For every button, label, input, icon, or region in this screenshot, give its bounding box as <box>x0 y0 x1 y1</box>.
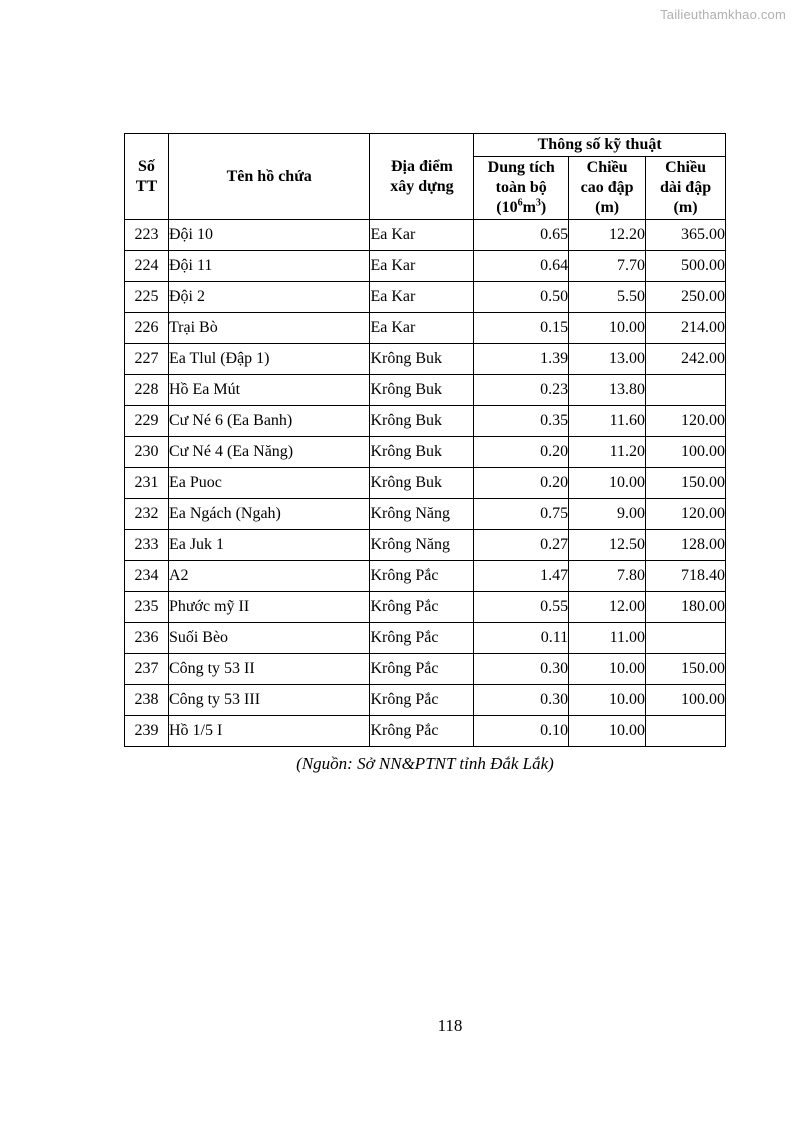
row-height: 7.80 <box>569 561 646 592</box>
page-number: 118 <box>437 1016 463 1035</box>
row-height: 12.50 <box>569 530 646 561</box>
row-length: 128.00 <box>646 530 726 561</box>
row-stt: 234 <box>125 561 169 592</box>
header-location-line2: xây dựng <box>390 177 454 195</box>
row-stt: 229 <box>125 406 169 437</box>
row-location: Ea Kar <box>370 282 474 313</box>
row-stt: 227 <box>125 344 169 375</box>
header-stt-line1: Số <box>138 157 155 175</box>
row-capacity: 0.55 <box>474 592 569 623</box>
row-capacity: 0.20 <box>474 468 569 499</box>
row-name: Ea Juk 1 <box>168 530 370 561</box>
row-stt: 239 <box>125 716 169 747</box>
header-length <box>646 157 726 220</box>
row-name: Công ty 53 II <box>168 654 370 685</box>
table-row <box>125 437 726 468</box>
reservoir-table <box>124 133 726 747</box>
row-height: 13.80 <box>569 375 646 406</box>
row-height: 13.00 <box>569 344 646 375</box>
row-length: 100.00 <box>646 437 726 468</box>
row-height: 10.00 <box>569 716 646 747</box>
row-height: 12.00 <box>569 592 646 623</box>
row-location: Krông Pắc <box>370 592 474 623</box>
row-height: 9.00 <box>569 499 646 530</box>
row-name: Suối Bèo <box>168 623 370 654</box>
row-name: Công ty 53 III <box>168 685 370 716</box>
table-row <box>125 282 726 313</box>
table-header <box>125 134 726 220</box>
header-stt-line2: TT <box>135 177 158 195</box>
row-capacity: 0.15 <box>474 313 569 344</box>
row-length: 150.00 <box>646 654 726 685</box>
row-capacity: 0.30 <box>474 685 569 716</box>
table-row <box>125 530 726 561</box>
table-row <box>125 623 726 654</box>
unit-part-a: (10 <box>496 199 518 216</box>
table-row <box>125 592 726 623</box>
row-stt: 226 <box>125 313 169 344</box>
header-height <box>569 157 646 220</box>
row-name: Đội 2 <box>168 282 370 313</box>
row-name: Phước mỹ II <box>168 592 370 623</box>
row-name: Hồ Ea Mút <box>168 375 370 406</box>
row-stt: 224 <box>125 251 169 282</box>
row-location: Ea Kar <box>370 220 474 251</box>
row-location: Krông Buk <box>370 406 474 437</box>
source-note: (Nguồn: Sở NN&PTNT tỉnh Đắk Lắk) <box>296 754 554 773</box>
row-location: Ea Kar <box>370 251 474 282</box>
header-length-line1: Chiều <box>665 159 706 176</box>
table-row <box>125 375 726 406</box>
row-location: Krông Năng <box>370 530 474 561</box>
row-location: Krông Buk <box>370 344 474 375</box>
table-row <box>125 561 726 592</box>
header-tech-group: Thông số kỹ thuật <box>474 134 726 157</box>
row-capacity: 0.65 <box>474 220 569 251</box>
row-length <box>646 375 726 406</box>
row-capacity: 0.64 <box>474 251 569 282</box>
row-height: 11.20 <box>569 437 646 468</box>
row-location: Krông Buk <box>370 468 474 499</box>
row-height: 10.00 <box>569 685 646 716</box>
unit-exp-b: 3 <box>535 197 541 209</box>
unit-part-c: ) <box>540 199 547 216</box>
table-row <box>125 344 726 375</box>
header-capacity-unit <box>496 199 546 216</box>
row-location: Krông Pắc <box>370 685 474 716</box>
row-location: Krông Pắc <box>370 561 474 592</box>
header-height-line2: cao đập <box>580 179 634 196</box>
row-length <box>646 623 726 654</box>
row-stt: 238 <box>125 685 169 716</box>
row-length: 150.00 <box>646 468 726 499</box>
unit-exp-a: 6 <box>517 197 523 209</box>
table-row <box>125 685 726 716</box>
row-height: 10.00 <box>569 313 646 344</box>
row-stt: 228 <box>125 375 169 406</box>
row-name: Cư Né 6 (Ea Banh) <box>168 406 370 437</box>
row-location: Ea Kar <box>370 313 474 344</box>
row-capacity: 0.27 <box>474 530 569 561</box>
header-location <box>370 134 474 220</box>
row-name: Cư Né 4 (Ea Năng) <box>168 437 370 468</box>
row-length: 242.00 <box>646 344 726 375</box>
row-location: Krông Pắc <box>370 623 474 654</box>
table-row <box>125 220 726 251</box>
row-name: A2 <box>168 561 370 592</box>
table-row <box>125 406 726 437</box>
row-stt: 231 <box>125 468 169 499</box>
unit-part-b: m <box>522 199 536 216</box>
table-row <box>125 499 726 530</box>
row-stt: 237 <box>125 654 169 685</box>
row-location: Krông Buk <box>370 437 474 468</box>
table-row <box>125 313 726 344</box>
row-height: 11.60 <box>569 406 646 437</box>
row-name: Ea Tlul (Đập 1) <box>168 344 370 375</box>
header-name: Tên hồ chứa <box>168 134 370 220</box>
row-capacity: 0.11 <box>474 623 569 654</box>
row-height: 5.50 <box>569 282 646 313</box>
row-location: Krông Năng <box>370 499 474 530</box>
row-capacity: 0.20 <box>474 437 569 468</box>
watermark-text: Tailieuthamkhao.com <box>660 7 786 22</box>
row-capacity: 1.47 <box>474 561 569 592</box>
row-length <box>646 716 726 747</box>
row-length: 100.00 <box>646 685 726 716</box>
table-body <box>125 220 726 747</box>
table-row <box>125 654 726 685</box>
header-capacity <box>474 157 569 220</box>
row-name: Hồ 1/5 I <box>168 716 370 747</box>
row-stt: 225 <box>125 282 169 313</box>
row-length: 250.00 <box>646 282 726 313</box>
table-row <box>125 251 726 282</box>
row-length: 180.00 <box>646 592 726 623</box>
row-name: Trại Bò <box>168 313 370 344</box>
row-capacity: 0.50 <box>474 282 569 313</box>
row-location: Krông Buk <box>370 375 474 406</box>
header-height-line1: Chiều <box>586 159 628 176</box>
row-height: 10.00 <box>569 468 646 499</box>
row-name: Ea Puoc <box>168 468 370 499</box>
row-capacity: 1.39 <box>474 344 569 375</box>
table-row <box>125 716 726 747</box>
row-stt: 232 <box>125 499 169 530</box>
row-height: 10.00 <box>569 654 646 685</box>
row-name: Đội 10 <box>168 220 370 251</box>
row-stt: 230 <box>125 437 169 468</box>
row-stt: 235 <box>125 592 169 623</box>
row-length: 718.40 <box>646 561 726 592</box>
row-location: Krông Pắc <box>370 716 474 747</box>
row-capacity: 0.23 <box>474 375 569 406</box>
header-stt <box>125 134 169 220</box>
row-stt: 236 <box>125 623 169 654</box>
row-capacity: 0.35 <box>474 406 569 437</box>
row-capacity: 0.10 <box>474 716 569 747</box>
row-name: Đội 11 <box>168 251 370 282</box>
header-capacity-line2: toàn bộ <box>495 179 547 196</box>
row-location: Krông Pắc <box>370 654 474 685</box>
row-length: 500.00 <box>646 251 726 282</box>
row-height: 12.20 <box>569 220 646 251</box>
row-length: 120.00 <box>646 406 726 437</box>
header-length-line2: dài đập <box>659 179 712 196</box>
header-height-line3: (m) <box>595 199 620 216</box>
row-length: 365.00 <box>646 220 726 251</box>
header-length-line3: (m) <box>673 199 698 216</box>
row-capacity: 0.30 <box>474 654 569 685</box>
row-name: Ea Ngách (Ngah) <box>168 499 370 530</box>
row-stt: 233 <box>125 530 169 561</box>
table-row <box>125 468 726 499</box>
header-location-line1: Địa điểm <box>391 157 453 175</box>
row-length: 214.00 <box>646 313 726 344</box>
row-capacity: 0.75 <box>474 499 569 530</box>
row-height: 7.70 <box>569 251 646 282</box>
row-stt: 223 <box>125 220 169 251</box>
header-capacity-line1: Dung tích <box>487 159 555 176</box>
row-length: 120.00 <box>646 499 726 530</box>
row-height: 11.00 <box>569 623 646 654</box>
